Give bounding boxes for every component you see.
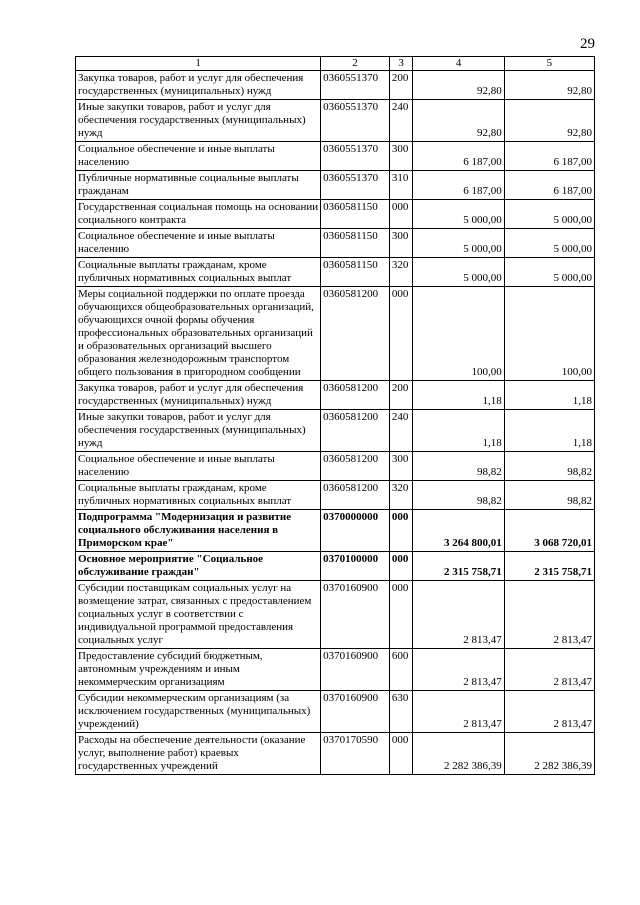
row-type-cell: 300	[389, 452, 413, 481]
row-type-cell: 240	[389, 100, 413, 142]
row-code-cell: 0370160900	[321, 691, 390, 733]
row-code-cell: 0360551370	[321, 171, 390, 200]
row-value-col5: 6 187,00	[504, 171, 594, 200]
table-row	[76, 452, 595, 481]
table-row	[76, 552, 595, 581]
row-type-cell: 240	[389, 410, 413, 452]
row-value-col4: 2 282 386,39	[413, 733, 504, 775]
row-type-cell: 300	[389, 142, 413, 171]
row-value-col5: 1,18	[504, 381, 594, 410]
table-row	[76, 481, 595, 510]
row-code-cell: 0370160900	[321, 581, 390, 649]
row-type-cell: 630	[389, 691, 413, 733]
row-type-cell: 000	[389, 552, 413, 581]
row-type-cell: 300	[389, 229, 413, 258]
row-value-col4: 6 187,00	[413, 142, 504, 171]
table-row	[76, 410, 595, 452]
row-type-cell: 000	[389, 510, 413, 552]
row-value-col4: 6 187,00	[413, 171, 504, 200]
row-value-col5: 2 315 758,71	[504, 552, 594, 581]
row-value-col4: 2 315 758,71	[413, 552, 504, 581]
row-type-cell: 000	[389, 287, 413, 381]
row-value-col5: 3 068 720,01	[504, 510, 594, 552]
row-value-col4: 92,80	[413, 71, 504, 100]
row-code-cell: 0360581150	[321, 200, 390, 229]
table-row	[76, 381, 595, 410]
row-name-cell: Социальное обеспечение и иные выплаты населению	[76, 452, 321, 481]
row-value-col5: 5 000,00	[504, 200, 594, 229]
page-number: 29	[580, 36, 595, 52]
row-name-cell: Субсидии поставщикам социальных услуг на возмещение затрат, связанных с предоставлением социальных услуг в соответствии с индивидуальной программой предоставления социальных услуг	[76, 581, 321, 649]
row-name-cell: Закупка товаров, работ и услуг для обеспечения государственных (муниципальных) нужд	[76, 381, 321, 410]
row-code-cell: 0360581200	[321, 410, 390, 452]
row-name-cell: Социальные выплаты гражданам, кроме публичных нормативных социальных выплат	[76, 258, 321, 287]
row-code-cell: 0370000000	[321, 510, 390, 552]
header-col-3: 3	[389, 57, 413, 71]
row-code-cell: 0370170590	[321, 733, 390, 775]
table-row	[76, 100, 595, 142]
row-name-cell: Социальное обеспечение и иные выплаты населению	[76, 229, 321, 258]
table-row	[76, 510, 595, 552]
row-name-cell: Субсидии некоммерческим организациям (за исключением государственных (муниципальных) учреждений)	[76, 691, 321, 733]
row-type-cell: 320	[389, 481, 413, 510]
row-code-cell: 0370100000	[321, 552, 390, 581]
row-name-cell: Подпрограмма "Модернизация и развитие социального обслуживания населения в Приморском крае"	[76, 510, 321, 552]
row-value-col5: 92,80	[504, 100, 594, 142]
row-code-cell: 0360581150	[321, 258, 390, 287]
row-value-col4: 1,18	[413, 381, 504, 410]
row-name-cell: Закупка товаров, работ и услуг для обеспечения государственных (муниципальных) нужд	[76, 71, 321, 100]
budget-table	[75, 56, 595, 775]
header-col-5: 5	[504, 57, 594, 71]
row-value-col5: 2 282 386,39	[504, 733, 594, 775]
row-type-cell: 200	[389, 381, 413, 410]
row-value-col4: 2 813,47	[413, 691, 504, 733]
table-row	[76, 71, 595, 100]
row-name-cell: Иные закупки товаров, работ и услуг для обеспечения государственных (муниципальных) нужд	[76, 410, 321, 452]
row-code-cell: 0370160900	[321, 649, 390, 691]
row-name-cell: Социальные выплаты гражданам, кроме публичных нормативных социальных выплат	[76, 481, 321, 510]
row-type-cell: 320	[389, 258, 413, 287]
row-value-col5: 100,00	[504, 287, 594, 381]
table-row	[76, 733, 595, 775]
row-code-cell: 0360581150	[321, 229, 390, 258]
row-name-cell: Основное мероприятие "Социальное обслуживание граждан"	[76, 552, 321, 581]
row-value-col4: 5 000,00	[413, 200, 504, 229]
row-value-col4: 2 813,47	[413, 649, 504, 691]
row-code-cell: 0360581200	[321, 452, 390, 481]
row-value-col4: 98,82	[413, 481, 504, 510]
row-name-cell: Публичные нормативные социальные выплаты гражданам	[76, 171, 321, 200]
table-row	[76, 691, 595, 733]
row-value-col4: 2 813,47	[413, 581, 504, 649]
row-code-cell: 0360551370	[321, 71, 390, 100]
row-type-cell: 000	[389, 581, 413, 649]
header-row	[76, 57, 595, 71]
row-type-cell: 600	[389, 649, 413, 691]
row-name-cell: Социальное обеспечение и иные выплаты населению	[76, 142, 321, 171]
row-value-col5: 2 813,47	[504, 691, 594, 733]
row-type-cell: 310	[389, 171, 413, 200]
row-name-cell: Государственная социальная помощь на основании социального контракта	[76, 200, 321, 229]
row-type-cell: 000	[389, 733, 413, 775]
header-col-2: 2	[321, 57, 390, 71]
table-row	[76, 229, 595, 258]
row-type-cell: 200	[389, 71, 413, 100]
row-value-col5: 6 187,00	[504, 142, 594, 171]
row-value-col4: 1,18	[413, 410, 504, 452]
table-row	[76, 171, 595, 200]
row-name-cell: Расходы на обеспечение деятельности (оказание услуг, выполнение работ) краевых государственных учреждений	[76, 733, 321, 775]
row-value-col4: 5 000,00	[413, 258, 504, 287]
row-code-cell: 0360581200	[321, 287, 390, 381]
row-value-col4: 98,82	[413, 452, 504, 481]
row-value-col5: 92,80	[504, 71, 594, 100]
row-name-cell: Иные закупки товаров, работ и услуг для обеспечения государственных (муниципальных) нужд	[76, 100, 321, 142]
row-code-cell: 0360581200	[321, 481, 390, 510]
row-name-cell: Меры социальной поддержки по оплате проезда обучающихся общеобразовательных организаций, обучающихся очной формы обучения профессиональных образовательных организаций и образовательных организаций высшего образования железнодорожным транспортом общего пользования в пригородном сообщении	[76, 287, 321, 381]
row-code-cell: 0360551370	[321, 142, 390, 171]
row-value-col4: 100,00	[413, 287, 504, 381]
row-type-cell: 000	[389, 200, 413, 229]
row-value-col5: 2 813,47	[504, 649, 594, 691]
row-value-col5: 1,18	[504, 410, 594, 452]
row-value-col4: 92,80	[413, 100, 504, 142]
table-row	[76, 649, 595, 691]
row-value-col5: 98,82	[504, 481, 594, 510]
row-value-col5: 5 000,00	[504, 258, 594, 287]
row-value-col5: 5 000,00	[504, 229, 594, 258]
row-value-col5: 2 813,47	[504, 581, 594, 649]
table-row	[76, 258, 595, 287]
row-code-cell: 0360581200	[321, 381, 390, 410]
row-name-cell: Предоставление субсидий бюджетным, автономным учреждениям и иным некоммерческим организациям	[76, 649, 321, 691]
header-col-4: 4	[413, 57, 504, 71]
table-row	[76, 287, 595, 381]
table-row	[76, 200, 595, 229]
table-row	[76, 581, 595, 649]
row-value-col5: 98,82	[504, 452, 594, 481]
row-code-cell: 0360551370	[321, 100, 390, 142]
table-row	[76, 142, 595, 171]
row-value-col4: 3 264 800,01	[413, 510, 504, 552]
header-col-1: 1	[76, 57, 321, 71]
row-value-col4: 5 000,00	[413, 229, 504, 258]
